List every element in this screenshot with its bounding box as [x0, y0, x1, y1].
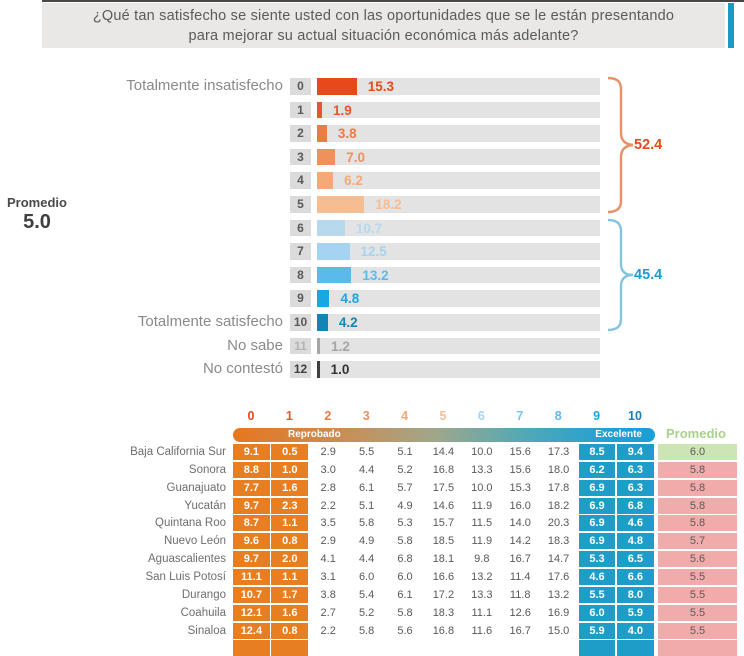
- table-cell: 6.9: [579, 533, 616, 549]
- table-cell: 20.3: [547, 517, 570, 530]
- chart-category-label: Totalmente satisfecho: [137, 313, 283, 330]
- table-promedio-cell: 5.8: [658, 480, 737, 496]
- table-cell: 5.2: [358, 606, 375, 619]
- chart-category-number: 2: [290, 125, 311, 142]
- table-cell: 16.8: [432, 624, 455, 637]
- table-cell: 15.0: [547, 624, 570, 637]
- table-header-number: 10: [628, 409, 642, 423]
- table-cell: 11.9: [471, 499, 493, 512]
- table-cell: 8.8: [233, 462, 270, 478]
- table-cell: 4.4: [358, 553, 375, 566]
- table-header-number: 0: [247, 409, 255, 423]
- table-cell: 2.0: [271, 551, 308, 567]
- table-cell: 11.1: [233, 569, 270, 585]
- table-cell: 4.0: [617, 623, 654, 639]
- state-row-label: San Luis Potosí: [145, 570, 226, 583]
- table-cell: 11.1: [471, 606, 493, 619]
- chart-bar-track: [317, 314, 600, 331]
- table-cell: 13.3: [471, 463, 493, 476]
- chart-bar: [317, 361, 320, 378]
- chart-bar-track: [317, 243, 600, 260]
- group-total-satisfecho: 45.4: [634, 267, 663, 283]
- table-cell: 7.7: [233, 480, 270, 496]
- chart-category-number: 7: [290, 243, 311, 260]
- table-cell: 12.6: [509, 606, 531, 619]
- chart-category-label: Totalmente insatisfecho: [126, 77, 283, 94]
- chart-bar-track: [317, 125, 600, 142]
- table-cell: 9.1: [233, 444, 270, 460]
- table-cell: 4.6: [617, 515, 654, 531]
- table-cell: 17.8: [547, 481, 570, 494]
- chart-category-number: 10: [290, 314, 311, 331]
- chart-bar: [317, 102, 322, 119]
- table-cell: 12.4: [233, 623, 270, 639]
- table-promedio-cell: 6.0: [658, 444, 737, 460]
- table-cell: 18.2: [547, 499, 570, 512]
- table-cell: 14.7: [547, 553, 570, 566]
- table-promedio-header: Promedio: [666, 426, 726, 441]
- table-cell: 11.8: [509, 588, 531, 601]
- table-header-number: 7: [516, 409, 524, 423]
- chart-category-label: No sabe: [227, 336, 283, 354]
- table-cell: 12.1: [233, 605, 270, 621]
- chart-bar-value: 4.8: [340, 291, 360, 307]
- state-row-label: Nuevo León: [163, 535, 226, 548]
- table-cell: 6.0: [397, 570, 413, 583]
- chart-bar-track: [317, 267, 600, 284]
- state-row-label: Coahuila: [180, 606, 226, 619]
- table-cell: 16.8: [432, 463, 455, 476]
- table-cell: 0.8: [271, 623, 308, 639]
- table-cell: 5.6: [397, 624, 413, 637]
- state-row-label: Durango: [181, 588, 226, 601]
- chart-bar-track: [317, 102, 600, 119]
- table-cell: 5.8: [358, 624, 375, 637]
- table-cell: 13.3: [471, 588, 493, 601]
- table-cell: 5.8: [397, 535, 413, 548]
- table-cell: 5.5: [358, 446, 375, 458]
- scale-high-label: Excelente: [595, 429, 642, 441]
- table-cell: 9.7: [233, 551, 270, 567]
- table-cell: 2.9: [320, 535, 336, 548]
- chart-bar: [317, 267, 351, 284]
- chart-category-number: 8: [290, 267, 311, 284]
- table-cell: 9.7: [233, 498, 270, 514]
- question-title-line2: para mejorar su actual situación económica más adelante?: [188, 27, 579, 44]
- table-cell: 6.1: [358, 481, 375, 494]
- scale-gradient-bar: [233, 428, 655, 442]
- chart-bar-value: 6.2: [344, 173, 363, 189]
- table-cell: 3.8: [320, 588, 336, 601]
- table-cell: 0.5: [271, 444, 308, 460]
- title-accent-bar: [728, 3, 734, 48]
- table-header-number: 5: [439, 409, 447, 423]
- chart-bar-value: 3.8: [337, 126, 357, 142]
- state-row-label: Yucatán: [184, 499, 226, 512]
- table-header-number: 4: [401, 409, 409, 423]
- chart-bar-value: 1.0: [330, 362, 350, 378]
- table-cell: 11.9: [471, 535, 493, 548]
- chart-average-block: [6, 195, 68, 234]
- table-cell: 17.3: [547, 446, 570, 458]
- chart-bar: [317, 220, 345, 237]
- table-cell: 14.4: [432, 446, 455, 458]
- table-promedio-cell: 5.8: [658, 515, 737, 531]
- table-promedio-cell: 5.6: [658, 551, 737, 567]
- table-cell: 11.4: [509, 570, 531, 583]
- table-cell: 11.5: [471, 517, 493, 530]
- table-cell: 16.7: [509, 553, 531, 566]
- table-cell: 15.3: [509, 481, 531, 494]
- table-promedio-cell: 5.7: [658, 533, 737, 549]
- table-cell: 5.2: [397, 463, 413, 476]
- table-promedio-cell: 5.5: [658, 569, 737, 585]
- chart-category-number: 6: [290, 220, 311, 237]
- table-promedio-cell: 5.8: [658, 498, 737, 514]
- table-cell: 3.0: [320, 463, 336, 476]
- scale-low-label: Reprobado: [288, 429, 341, 441]
- chart-bar: [317, 243, 350, 260]
- top-border-line: [42, 0, 744, 2]
- table-header-number: 1: [285, 409, 293, 423]
- chart-category-number: 4: [290, 172, 311, 189]
- table-cell: 14.2: [509, 535, 531, 548]
- chart-category-number: 9: [290, 290, 311, 307]
- table-cell: 5.8: [397, 606, 413, 619]
- state-row-label: Baja California Sur: [130, 446, 226, 458]
- chart-bar-value: 10.7: [355, 220, 383, 236]
- table-cell: 6.2: [579, 462, 616, 478]
- table-cell: 5.3: [397, 517, 413, 530]
- table-cell: 10.7: [233, 587, 270, 603]
- bracket-insatisfecho: [608, 78, 633, 212]
- table-cell: 2.7: [320, 606, 336, 619]
- chart-average-label: Promedio: [7, 195, 67, 210]
- table-cell: 5.9: [617, 605, 654, 621]
- table-cell: 6.0: [579, 605, 616, 621]
- chart-bar: [317, 290, 329, 307]
- table-cell: 6.3: [617, 480, 654, 496]
- table-cell: 5.1: [397, 446, 413, 458]
- table-cell: 6.8: [397, 553, 413, 566]
- table-cell: 10.0: [471, 481, 493, 494]
- state-row-label: Guanajuato: [166, 481, 226, 494]
- table-header-number: 6: [477, 409, 485, 423]
- table-cell: 5.1: [358, 499, 375, 512]
- table-cell: 18.0: [547, 463, 570, 476]
- chart-bar-value: 7.0: [346, 149, 365, 165]
- chart-bar-value: 15.3: [367, 79, 395, 94]
- question-title-box: [42, 3, 725, 48]
- table-cell: 0.8: [271, 533, 308, 549]
- table-cell: 18.3: [432, 606, 455, 619]
- question-title-line1: ¿Qué tan satisfecho se siente usted con las oportunidades que se le están presentando: [92, 7, 675, 24]
- table-cell: 15.7: [432, 517, 455, 530]
- table-cell: 4.9: [397, 499, 413, 512]
- table-cell: 17.5: [432, 481, 455, 494]
- chart-bar: [317, 338, 320, 355]
- table-cell: 1.1: [271, 515, 308, 531]
- table-cell: 16.6: [432, 570, 455, 583]
- table-promedio-cell: 5.8: [658, 462, 737, 478]
- chart-category-number: 3: [290, 149, 311, 166]
- chart-category-number: 11: [290, 338, 311, 355]
- table-cell: 5.7: [397, 481, 413, 494]
- chart-bar: [317, 196, 364, 213]
- table-cell: 4.1: [320, 553, 336, 566]
- table-promedio-cell: 5.5: [658, 605, 737, 621]
- table-cell: 2.9: [320, 446, 336, 458]
- table-header-number: 9: [593, 409, 601, 423]
- chart-bar-track: [317, 290, 600, 307]
- table-cell: 16.9: [547, 606, 570, 619]
- bracket-satisfecho: [608, 220, 633, 330]
- chart-bar-value: 12.5: [360, 244, 387, 260]
- table-cell: 8.0: [617, 587, 654, 603]
- table-cell: 6.9: [579, 515, 616, 531]
- chart-bar: [317, 149, 335, 166]
- chart-bar: [317, 172, 333, 189]
- table-cell: 6.3: [617, 462, 654, 478]
- table-cell: 5.9: [579, 623, 616, 639]
- table-cell: 17.2: [432, 588, 455, 601]
- table-cell: 4.4: [358, 463, 375, 476]
- table-cell: 2.2: [320, 624, 336, 637]
- table-cell: 6.1: [397, 588, 413, 601]
- chart-category-number: 5: [290, 196, 311, 213]
- chart-bar-value: 1.9: [332, 102, 352, 118]
- chart-bar-value: 13.2: [362, 267, 389, 283]
- table-cell: 13.2: [547, 588, 570, 601]
- table-cell: 4.8: [617, 533, 654, 549]
- chart-bar-value: 4.2: [338, 315, 358, 330]
- table-cell: 2.2: [320, 499, 336, 512]
- table-cell: 10.0: [471, 446, 493, 458]
- table-cell: 11.6: [471, 624, 493, 637]
- chart-bar: [317, 314, 328, 331]
- table-promedio-cell: 5.5: [658, 623, 737, 639]
- state-row-label: Sinaloa: [187, 624, 226, 637]
- table-cell: 1.7: [271, 587, 308, 603]
- table-cell: 6.0: [358, 570, 375, 583]
- chart-bar-track: [317, 338, 600, 355]
- table-cell: 15.6: [509, 446, 531, 458]
- table-cell: 1.6: [271, 480, 308, 496]
- table-cell: 5.4: [358, 588, 375, 601]
- table-cell: 16.0: [509, 499, 531, 512]
- table-cell: 1.6: [271, 605, 308, 621]
- chart-bar-track: [317, 361, 600, 378]
- table-cell: 17.6: [547, 570, 570, 583]
- table-cell: 1.0: [271, 462, 308, 478]
- table-cell: 6.9: [579, 498, 616, 514]
- table-cell: 5.3: [579, 551, 616, 567]
- table-cell: 18.5: [432, 535, 455, 548]
- table-cell: 8.5: [579, 444, 616, 460]
- chart-bar: [317, 125, 327, 142]
- table-cell: 5.5: [579, 587, 616, 603]
- table-cell: 18.3: [547, 535, 570, 548]
- state-row-label: Quintana Roo: [155, 517, 226, 530]
- chart-category-number: 1: [290, 102, 311, 119]
- table-cell: 3.5: [320, 517, 336, 530]
- table-cell: 1.1: [271, 569, 308, 585]
- table-cell: 8.7: [233, 515, 270, 531]
- table-cell: 2.3: [271, 498, 308, 514]
- group-total-insatisfecho: 52.4: [634, 137, 663, 153]
- chart-bar-track: [317, 78, 600, 95]
- table-cell: 6.5: [617, 551, 654, 567]
- chart-bar-value: 18.2: [375, 197, 402, 212]
- chart-category-label: No contestó: [202, 360, 283, 378]
- table-cell: 9.8: [474, 553, 490, 566]
- table-header-number: 3: [362, 409, 370, 423]
- table-cell: 6.8: [617, 498, 654, 514]
- table-cell: 18.1: [432, 553, 455, 566]
- table-cell: 6.9: [579, 480, 616, 496]
- table-cell: 4.9: [358, 535, 375, 548]
- chart-bar-value: 1.2: [331, 338, 350, 354]
- chart-category-number: 12: [290, 361, 311, 378]
- state-row-label: Sonora: [188, 463, 226, 476]
- chart-average-value: 5.0: [23, 211, 51, 233]
- chart-bar: [317, 78, 357, 95]
- state-row-label: Aguascalientes: [148, 553, 226, 566]
- table-cell: 13.2: [471, 570, 493, 583]
- table-cell: 6.6: [617, 569, 654, 585]
- table-header-number: 2: [324, 409, 332, 423]
- table-cell: 3.1: [320, 570, 336, 583]
- chart-category-number: 0: [290, 78, 311, 95]
- table-header-number: 8: [554, 409, 562, 423]
- table-cell: 14.0: [509, 517, 531, 530]
- group-brackets: [606, 76, 646, 338]
- table-cell: 9.4: [617, 444, 654, 460]
- table-cell: 5.8: [358, 517, 375, 530]
- table-cell: 15.6: [509, 463, 531, 476]
- table-cell: 16.7: [509, 624, 531, 637]
- table-cell: 9.6: [233, 533, 270, 549]
- table-cell: 4.6: [579, 569, 616, 585]
- table-cell: 14.6: [432, 499, 455, 512]
- table-promedio-cell: 5.5: [658, 587, 737, 603]
- table-cell: 2.8: [320, 481, 336, 494]
